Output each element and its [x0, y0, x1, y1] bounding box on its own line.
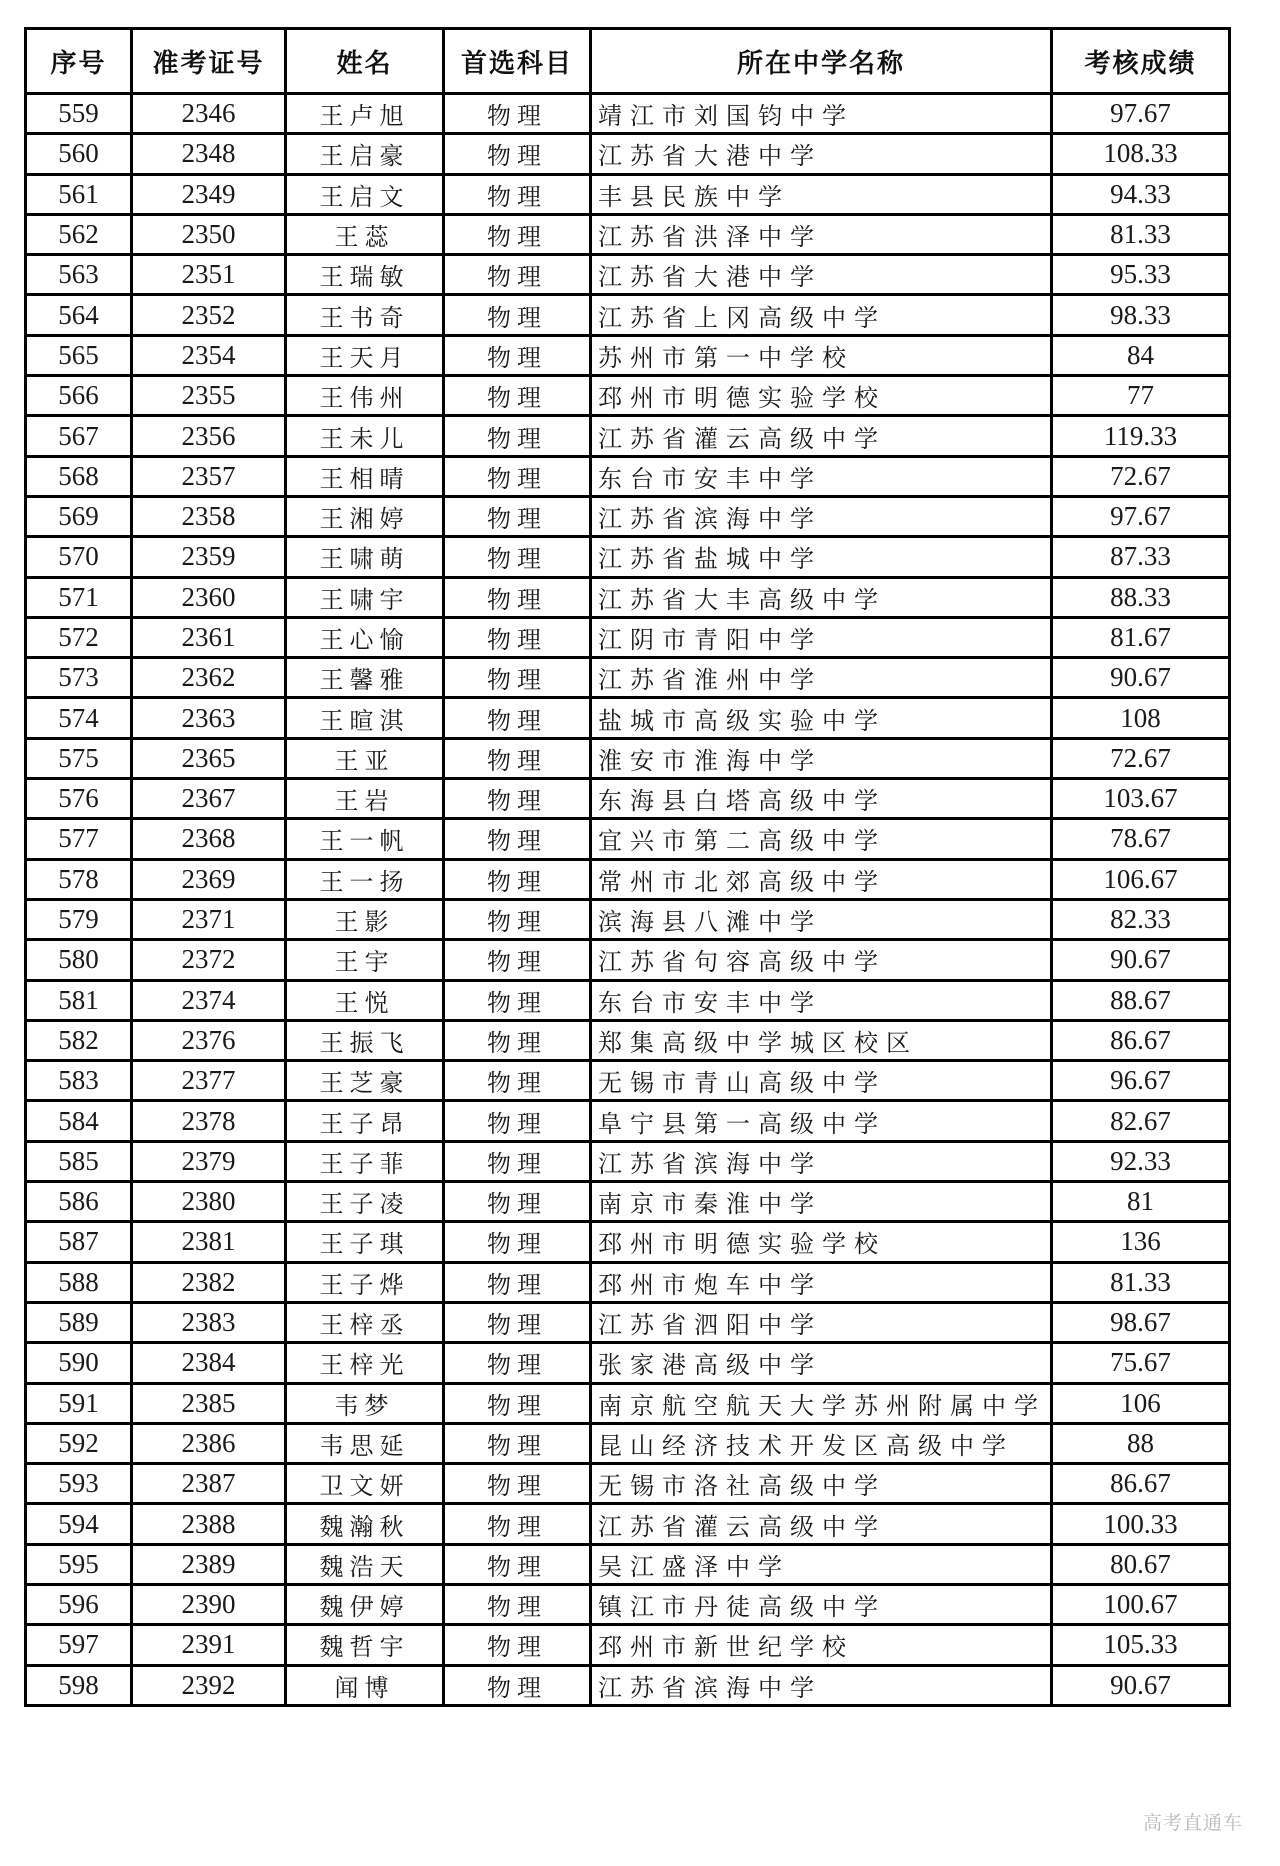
- table-row: [26, 1383, 1230, 1423]
- table-row: [26, 577, 1230, 617]
- cell-score: 90.67: [1052, 940, 1230, 980]
- cell-seq: 574: [26, 698, 132, 738]
- cell-seq: 566: [26, 376, 132, 416]
- table-header: [26, 29, 1230, 94]
- cell-exam-id: 2383: [132, 1302, 286, 1342]
- cell-school: 阜宁县第一高级中学: [591, 1101, 1052, 1141]
- cell-seq: 587: [26, 1222, 132, 1262]
- cell-name: 王影: [286, 899, 444, 939]
- cell-subject: 物理: [444, 1182, 591, 1222]
- cell-name: 王一帆: [286, 819, 444, 859]
- cell-seq: 575: [26, 738, 132, 778]
- cell-score: 81.33: [1052, 1262, 1230, 1302]
- cell-subject: 物理: [444, 1222, 591, 1262]
- cell-subject: 物理: [444, 779, 591, 819]
- cell-subject: 物理: [444, 980, 591, 1020]
- cell-seq: 564: [26, 295, 132, 335]
- cell-school: 无锡市青山高级中学: [591, 1061, 1052, 1101]
- cell-exam-id: 2350: [132, 214, 286, 254]
- cell-exam-id: 2381: [132, 1222, 286, 1262]
- cell-score: 108: [1052, 698, 1230, 738]
- cell-exam-id: 2363: [132, 698, 286, 738]
- cell-score: 84: [1052, 335, 1230, 375]
- table-row: [26, 1061, 1230, 1101]
- table-row: [26, 1222, 1230, 1262]
- cell-exam-id: 2386: [132, 1423, 286, 1463]
- cell-subject: 物理: [444, 698, 591, 738]
- cell-score: 86.67: [1052, 1464, 1230, 1504]
- cell-subject: 物理: [444, 1302, 591, 1342]
- cell-name: 王天月: [286, 335, 444, 375]
- cell-name: 王一扬: [286, 859, 444, 899]
- cell-name: 王子琪: [286, 1222, 444, 1262]
- table-row: [26, 1665, 1230, 1705]
- cell-subject: 物理: [444, 335, 591, 375]
- cell-school: 江苏省盐城中学: [591, 537, 1052, 577]
- table-row: [26, 1182, 1230, 1222]
- cell-seq: 589: [26, 1302, 132, 1342]
- cell-school: 邳州市明德实验学校: [591, 376, 1052, 416]
- cell-score: 88.67: [1052, 980, 1230, 1020]
- table-row: [26, 1101, 1230, 1141]
- header-exam-id: 准考证号: [132, 29, 286, 94]
- cell-name: 王心愉: [286, 617, 444, 657]
- table-row: [26, 1504, 1230, 1544]
- cell-subject: 物理: [444, 1504, 591, 1544]
- header-name: 姓名: [286, 29, 444, 94]
- cell-score: 81: [1052, 1182, 1230, 1222]
- table-row: [26, 859, 1230, 899]
- header-subject: 首选科目: [444, 29, 591, 94]
- cell-school: 靖江市刘国钧中学: [591, 94, 1052, 134]
- cell-subject: 物理: [444, 577, 591, 617]
- cell-seq: 590: [26, 1343, 132, 1383]
- cell-exam-id: 2374: [132, 980, 286, 1020]
- cell-exam-id: 2354: [132, 335, 286, 375]
- cell-subject: 物理: [444, 134, 591, 174]
- cell-score: 105.33: [1052, 1625, 1230, 1665]
- cell-seq: 567: [26, 416, 132, 456]
- cell-school: 江苏省滨海中学: [591, 1141, 1052, 1181]
- cell-subject: 物理: [444, 1061, 591, 1101]
- table-row: [26, 1020, 1230, 1060]
- cell-seq: 583: [26, 1061, 132, 1101]
- cell-score: 97.67: [1052, 496, 1230, 536]
- cell-seq: 578: [26, 859, 132, 899]
- cell-exam-id: 2348: [132, 134, 286, 174]
- cell-subject: 物理: [444, 214, 591, 254]
- cell-subject: 物理: [444, 1544, 591, 1584]
- cell-school: 吴江盛泽中学: [591, 1544, 1052, 1584]
- cell-score: 136: [1052, 1222, 1230, 1262]
- cell-subject: 物理: [444, 496, 591, 536]
- cell-school: 邳州市新世纪学校: [591, 1625, 1052, 1665]
- cell-score: 106.67: [1052, 859, 1230, 899]
- cell-name: 王暄淇: [286, 698, 444, 738]
- table-row: [26, 658, 1230, 698]
- cell-name: 王蕊: [286, 214, 444, 254]
- cell-subject: 物理: [444, 1262, 591, 1302]
- cell-exam-id: 2357: [132, 456, 286, 496]
- cell-score: 92.33: [1052, 1141, 1230, 1181]
- cell-exam-id: 2360: [132, 577, 286, 617]
- cell-school: 江苏省大丰高级中学: [591, 577, 1052, 617]
- cell-subject: 物理: [444, 1101, 591, 1141]
- table-row: [26, 698, 1230, 738]
- cell-seq: 559: [26, 94, 132, 134]
- cell-school: 苏州市第一中学校: [591, 335, 1052, 375]
- cell-name: 王子凌: [286, 1182, 444, 1222]
- cell-exam-id: 2372: [132, 940, 286, 980]
- cell-subject: 物理: [444, 1584, 591, 1624]
- cell-name: 王梓光: [286, 1343, 444, 1383]
- table-row: [26, 1423, 1230, 1463]
- cell-score: 98.33: [1052, 295, 1230, 335]
- table-row: [26, 1584, 1230, 1624]
- table-row: [26, 980, 1230, 1020]
- cell-school: 江苏省灌云高级中学: [591, 416, 1052, 456]
- cell-exam-id: 2371: [132, 899, 286, 939]
- table-row: [26, 738, 1230, 778]
- cell-subject: 物理: [444, 1625, 591, 1665]
- cell-name: 王岩: [286, 779, 444, 819]
- cell-name: 王亚: [286, 738, 444, 778]
- cell-name: 王馨雅: [286, 658, 444, 698]
- cell-subject: 物理: [444, 899, 591, 939]
- table-row: [26, 1464, 1230, 1504]
- cell-exam-id: 2388: [132, 1504, 286, 1544]
- cell-name: 王啸宇: [286, 577, 444, 617]
- cell-score: 88: [1052, 1423, 1230, 1463]
- cell-school: 盐城市高级实验中学: [591, 698, 1052, 738]
- cell-exam-id: 2390: [132, 1584, 286, 1624]
- cell-name: 王伟州: [286, 376, 444, 416]
- cell-exam-id: 2379: [132, 1141, 286, 1181]
- header-seq: 序号: [26, 29, 132, 94]
- cell-score: 87.33: [1052, 537, 1230, 577]
- table-row: [26, 94, 1230, 134]
- cell-name: 王子烨: [286, 1262, 444, 1302]
- cell-school: 宜兴市第二高级中学: [591, 819, 1052, 859]
- cell-subject: 物理: [444, 1423, 591, 1463]
- cell-seq: 596: [26, 1584, 132, 1624]
- table-row: [26, 537, 1230, 577]
- cell-seq: 565: [26, 335, 132, 375]
- table-row: [26, 1141, 1230, 1181]
- cell-subject: 物理: [444, 658, 591, 698]
- cell-school: 常州市北郊高级中学: [591, 859, 1052, 899]
- cell-subject: 物理: [444, 94, 591, 134]
- cell-school: 江苏省淮州中学: [591, 658, 1052, 698]
- cell-subject: 物理: [444, 1665, 591, 1705]
- cell-subject: 物理: [444, 1141, 591, 1181]
- cell-seq: 571: [26, 577, 132, 617]
- cell-school: 昆山经济技术开发区高级中学: [591, 1423, 1052, 1463]
- cell-school: 江苏省滨海中学: [591, 1665, 1052, 1705]
- watermark: 高考直通车: [1143, 1812, 1244, 1834]
- cell-exam-id: 2358: [132, 496, 286, 536]
- cell-subject: 物理: [444, 456, 591, 496]
- table-row: [26, 1302, 1230, 1342]
- cell-school: 江苏省灌云高级中学: [591, 1504, 1052, 1544]
- cell-subject: 物理: [444, 416, 591, 456]
- cell-exam-id: 2355: [132, 376, 286, 416]
- cell-exam-id: 2351: [132, 255, 286, 295]
- cell-exam-id: 2365: [132, 738, 286, 778]
- table-row: [26, 779, 1230, 819]
- cell-subject: 物理: [444, 1464, 591, 1504]
- cell-exam-id: 2387: [132, 1464, 286, 1504]
- cell-school: 镇江市丹徒高级中学: [591, 1584, 1052, 1624]
- cell-school: 南京市秦淮中学: [591, 1182, 1052, 1222]
- cell-name: 王未儿: [286, 416, 444, 456]
- cell-subject: 物理: [444, 617, 591, 657]
- cell-exam-id: 2368: [132, 819, 286, 859]
- cell-name: 王啸萌: [286, 537, 444, 577]
- cell-score: 80.67: [1052, 1544, 1230, 1584]
- table-row: [26, 335, 1230, 375]
- table-row: [26, 940, 1230, 980]
- table-row: [26, 1625, 1230, 1665]
- cell-seq: 560: [26, 134, 132, 174]
- cell-subject: 物理: [444, 940, 591, 980]
- cell-exam-id: 2352: [132, 295, 286, 335]
- cell-name: 王子昂: [286, 1101, 444, 1141]
- cell-score: 97.67: [1052, 94, 1230, 134]
- cell-exam-id: 2391: [132, 1625, 286, 1665]
- cell-school: 淮安市淮海中学: [591, 738, 1052, 778]
- cell-seq: 593: [26, 1464, 132, 1504]
- cell-exam-id: 2359: [132, 537, 286, 577]
- table-row: [26, 376, 1230, 416]
- cell-exam-id: 2369: [132, 859, 286, 899]
- cell-seq: 570: [26, 537, 132, 577]
- cell-seq: 577: [26, 819, 132, 859]
- cell-score: 72.67: [1052, 738, 1230, 778]
- cell-seq: 595: [26, 1544, 132, 1584]
- cell-seq: 592: [26, 1423, 132, 1463]
- cell-seq: 584: [26, 1101, 132, 1141]
- cell-subject: 物理: [444, 1020, 591, 1060]
- cell-subject: 物理: [444, 859, 591, 899]
- cell-name: 王振飞: [286, 1020, 444, 1060]
- table-row: [26, 214, 1230, 254]
- cell-school: 江苏省上冈高级中学: [591, 295, 1052, 335]
- cell-score: 81.33: [1052, 214, 1230, 254]
- cell-school: 张家港高级中学: [591, 1343, 1052, 1383]
- table-row: [26, 295, 1230, 335]
- cell-seq: 585: [26, 1141, 132, 1181]
- cell-exam-id: 2346: [132, 94, 286, 134]
- cell-exam-id: 2389: [132, 1544, 286, 1584]
- cell-exam-id: 2362: [132, 658, 286, 698]
- table-row: [26, 617, 1230, 657]
- cell-name: 王芝豪: [286, 1061, 444, 1101]
- cell-school: 郑集高级中学城区校区: [591, 1020, 1052, 1060]
- table-row: [26, 174, 1230, 214]
- cell-exam-id: 2380: [132, 1182, 286, 1222]
- cell-school: 邳州市明德实验学校: [591, 1222, 1052, 1262]
- cell-exam-id: 2385: [132, 1383, 286, 1423]
- cell-school: 江苏省泗阳中学: [591, 1302, 1052, 1342]
- cell-exam-id: 2392: [132, 1665, 286, 1705]
- cell-score: 108.33: [1052, 134, 1230, 174]
- cell-exam-id: 2361: [132, 617, 286, 657]
- cell-name: 闻博: [286, 1665, 444, 1705]
- cell-name: 韦梦: [286, 1383, 444, 1423]
- cell-seq: 576: [26, 779, 132, 819]
- cell-school: 东台市安丰中学: [591, 456, 1052, 496]
- cell-exam-id: 2384: [132, 1343, 286, 1383]
- cell-school: 邳州市炮车中学: [591, 1262, 1052, 1302]
- cell-seq: 597: [26, 1625, 132, 1665]
- cell-name: 魏浩天: [286, 1544, 444, 1584]
- cell-score: 95.33: [1052, 255, 1230, 295]
- cell-name: 王相晴: [286, 456, 444, 496]
- cell-school: 南京航空航天大学苏州附属中学: [591, 1383, 1052, 1423]
- cell-seq: 586: [26, 1182, 132, 1222]
- cell-subject: 物理: [444, 376, 591, 416]
- cell-subject: 物理: [444, 295, 591, 335]
- cell-name: 魏伊婷: [286, 1584, 444, 1624]
- cell-score: 100.33: [1052, 1504, 1230, 1544]
- cell-subject: 物理: [444, 819, 591, 859]
- cell-score: 81.67: [1052, 617, 1230, 657]
- cell-subject: 物理: [444, 174, 591, 214]
- cell-exam-id: 2382: [132, 1262, 286, 1302]
- cell-seq: 598: [26, 1665, 132, 1705]
- cell-seq: 561: [26, 174, 132, 214]
- table-row: [26, 456, 1230, 496]
- cell-school: 江苏省大港中学: [591, 255, 1052, 295]
- cell-score: 96.67: [1052, 1061, 1230, 1101]
- cell-name: 魏瀚秋: [286, 1504, 444, 1544]
- table-row: [26, 819, 1230, 859]
- cell-score: 78.67: [1052, 819, 1230, 859]
- cell-seq: 568: [26, 456, 132, 496]
- cell-name: 王梓丞: [286, 1302, 444, 1342]
- cell-school: 丰县民族中学: [591, 174, 1052, 214]
- table-row: [26, 496, 1230, 536]
- cell-score: 72.67: [1052, 456, 1230, 496]
- cell-name: 王子菲: [286, 1141, 444, 1181]
- cell-seq: 580: [26, 940, 132, 980]
- cell-name: 韦思延: [286, 1423, 444, 1463]
- cell-score: 100.67: [1052, 1584, 1230, 1624]
- cell-school: 东海县白塔高级中学: [591, 779, 1052, 819]
- cell-seq: 573: [26, 658, 132, 698]
- cell-seq: 581: [26, 980, 132, 1020]
- cell-exam-id: 2376: [132, 1020, 286, 1060]
- cell-school: 滨海县八滩中学: [591, 899, 1052, 939]
- table-row: [26, 416, 1230, 456]
- cell-score: 82.67: [1052, 1101, 1230, 1141]
- cell-seq: 582: [26, 1020, 132, 1060]
- cell-exam-id: 2367: [132, 779, 286, 819]
- cell-score: 106: [1052, 1383, 1230, 1423]
- cell-score: 86.67: [1052, 1020, 1230, 1060]
- cell-score: 90.67: [1052, 658, 1230, 698]
- cell-name: 魏哲宇: [286, 1625, 444, 1665]
- cell-name: 王瑞敏: [286, 255, 444, 295]
- cell-score: 94.33: [1052, 174, 1230, 214]
- cell-subject: 物理: [444, 255, 591, 295]
- table-row: [26, 899, 1230, 939]
- cell-score: 90.67: [1052, 1665, 1230, 1705]
- cell-name: 王启文: [286, 174, 444, 214]
- table-row: [26, 255, 1230, 295]
- cell-name: 王湘婷: [286, 496, 444, 536]
- cell-score: 88.33: [1052, 577, 1230, 617]
- cell-subject: 物理: [444, 738, 591, 778]
- cell-name: 王宇: [286, 940, 444, 980]
- table-row: [26, 1544, 1230, 1584]
- cell-name: 王悦: [286, 980, 444, 1020]
- cell-score: 98.67: [1052, 1302, 1230, 1342]
- cell-score: 75.67: [1052, 1343, 1230, 1383]
- table-body: [26, 94, 1230, 1706]
- cell-score: 77: [1052, 376, 1230, 416]
- cell-school: 江阴市青阳中学: [591, 617, 1052, 657]
- cell-subject: 物理: [444, 1383, 591, 1423]
- cell-seq: 562: [26, 214, 132, 254]
- cell-score: 82.33: [1052, 899, 1230, 939]
- table-row: [26, 1262, 1230, 1302]
- cell-school: 江苏省大港中学: [591, 134, 1052, 174]
- cell-exam-id: 2377: [132, 1061, 286, 1101]
- results-table: [24, 27, 1231, 1707]
- cell-subject: 物理: [444, 537, 591, 577]
- cell-score: 119.33: [1052, 416, 1230, 456]
- cell-school: 江苏省洪泽中学: [591, 214, 1052, 254]
- cell-seq: 569: [26, 496, 132, 536]
- cell-name: 卫文妍: [286, 1464, 444, 1504]
- cell-score: 103.67: [1052, 779, 1230, 819]
- cell-school: 无锡市洛社高级中学: [591, 1464, 1052, 1504]
- header-score: 考核成绩: [1052, 29, 1230, 94]
- cell-seq: 563: [26, 255, 132, 295]
- cell-school: 江苏省滨海中学: [591, 496, 1052, 536]
- cell-seq: 588: [26, 1262, 132, 1302]
- cell-exam-id: 2378: [132, 1101, 286, 1141]
- cell-name: 王启豪: [286, 134, 444, 174]
- cell-name: 王卢旭: [286, 94, 444, 134]
- cell-school: 东台市安丰中学: [591, 980, 1052, 1020]
- cell-seq: 579: [26, 899, 132, 939]
- table-row: [26, 134, 1230, 174]
- header-school: 所在中学名称: [591, 29, 1052, 94]
- cell-name: 王书奇: [286, 295, 444, 335]
- cell-seq: 591: [26, 1383, 132, 1423]
- cell-subject: 物理: [444, 1343, 591, 1383]
- header-row: [26, 29, 1230, 94]
- cell-exam-id: 2349: [132, 174, 286, 214]
- cell-seq: 594: [26, 1504, 132, 1544]
- table-row: [26, 1343, 1230, 1383]
- cell-school: 江苏省句容高级中学: [591, 940, 1052, 980]
- cell-exam-id: 2356: [132, 416, 286, 456]
- cell-seq: 572: [26, 617, 132, 657]
